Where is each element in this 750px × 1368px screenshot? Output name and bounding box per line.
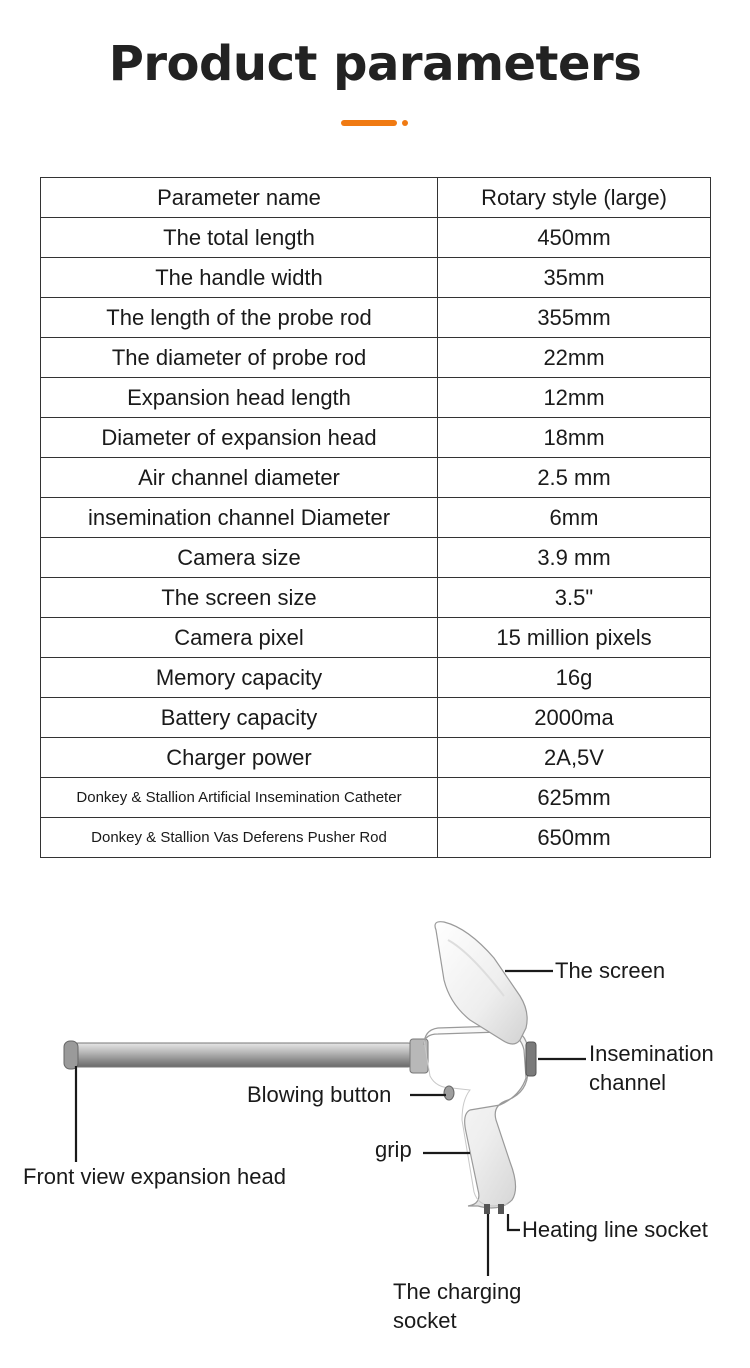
parameter-value-cell: 650mm bbox=[438, 818, 711, 858]
label-charging-socket-line1: The charging bbox=[393, 1279, 522, 1304]
table-row bbox=[41, 418, 711, 458]
parameters-table bbox=[40, 177, 711, 858]
title-accent-dot bbox=[402, 120, 408, 126]
header-cell-parameter: Parameter name bbox=[41, 178, 438, 218]
parameter-name-cell: Donkey & Stallion Vas Deferens Pusher Rod bbox=[41, 818, 438, 858]
table-row bbox=[41, 738, 711, 778]
product-diagram bbox=[0, 900, 750, 1363]
parameter-name-cell: Battery capacity bbox=[41, 698, 438, 738]
parameter-name-cell: Camera size bbox=[41, 538, 438, 578]
table-row bbox=[41, 258, 711, 298]
parameter-name-cell: Expansion head length bbox=[41, 378, 438, 418]
parameter-value-cell: 3.9 mm bbox=[438, 538, 711, 578]
table-row bbox=[41, 818, 711, 858]
parameter-name-cell: The total length bbox=[41, 218, 438, 258]
parameter-value-cell: 2000ma bbox=[438, 698, 711, 738]
table-row bbox=[41, 618, 711, 658]
parameter-value-cell: 16g bbox=[438, 658, 711, 698]
table-row bbox=[41, 338, 711, 378]
probe-rod bbox=[64, 1039, 428, 1073]
table-row bbox=[41, 218, 711, 258]
parameter-name-cell: The handle width bbox=[41, 258, 438, 298]
table-row bbox=[41, 298, 711, 338]
parameter-value-cell: 3.5" bbox=[438, 578, 711, 618]
table-row bbox=[41, 538, 711, 578]
parameter-value-cell: 625mm bbox=[438, 778, 711, 818]
parameter-name-cell: The screen size bbox=[41, 578, 438, 618]
label-blowing-button: Blowing button bbox=[247, 1082, 392, 1107]
parameter-value-cell: 35mm bbox=[438, 258, 711, 298]
parameter-name-cell: insemination channel Diameter bbox=[41, 498, 438, 538]
parameter-value-cell: 6mm bbox=[438, 498, 711, 538]
parameter-name-cell: Charger power bbox=[41, 738, 438, 778]
parameter-name-cell: Air channel diameter bbox=[41, 458, 438, 498]
parameter-value-cell: 18mm bbox=[438, 418, 711, 458]
label-heating-line-socket: Heating line socket bbox=[522, 1217, 708, 1242]
parameter-name-cell: Diameter of expansion head bbox=[41, 418, 438, 458]
parameter-name-cell: The diameter of probe rod bbox=[41, 338, 438, 378]
parameter-value-cell: 450mm bbox=[438, 218, 711, 258]
gun-body bbox=[424, 922, 536, 1214]
parameter-name-cell: The length of the probe rod bbox=[41, 298, 438, 338]
header-cell-value: Rotary style (large) bbox=[438, 178, 711, 218]
parameter-value-cell: 2A,5V bbox=[438, 738, 711, 778]
table-row bbox=[41, 458, 711, 498]
label-insemination-channel-line1: Insemination bbox=[589, 1041, 714, 1066]
parameter-name-cell: Donkey & Stallion Artificial Insemination Catheter bbox=[41, 778, 438, 818]
table-row bbox=[41, 658, 711, 698]
parameter-value-cell: 12mm bbox=[438, 378, 711, 418]
label-insemination-channel-line2: channel bbox=[589, 1070, 667, 1095]
label-the-screen: The screen bbox=[555, 958, 666, 983]
parameter-value-cell: 355mm bbox=[438, 298, 711, 338]
label-front-view-expansion-head: Front view expansion head bbox=[23, 1164, 286, 1189]
parameter-name-cell: Camera pixel bbox=[41, 618, 438, 658]
title-accent-line bbox=[341, 120, 397, 126]
table-row bbox=[41, 378, 711, 418]
label-charging-socket-line2: socket bbox=[393, 1308, 457, 1333]
parameter-value-cell: 2.5 mm bbox=[438, 458, 711, 498]
label-grip: grip bbox=[375, 1137, 412, 1162]
parameter-value-cell: 22mm bbox=[438, 338, 711, 378]
table-header-row bbox=[41, 178, 711, 218]
table-row bbox=[41, 498, 711, 538]
parameter-value-cell: 15 million pixels bbox=[438, 618, 711, 658]
table-row bbox=[41, 778, 711, 818]
parameter-name-cell: Memory capacity bbox=[41, 658, 438, 698]
table-row bbox=[41, 698, 711, 738]
page-title: Product parameters bbox=[108, 36, 642, 92]
table-row bbox=[41, 578, 711, 618]
